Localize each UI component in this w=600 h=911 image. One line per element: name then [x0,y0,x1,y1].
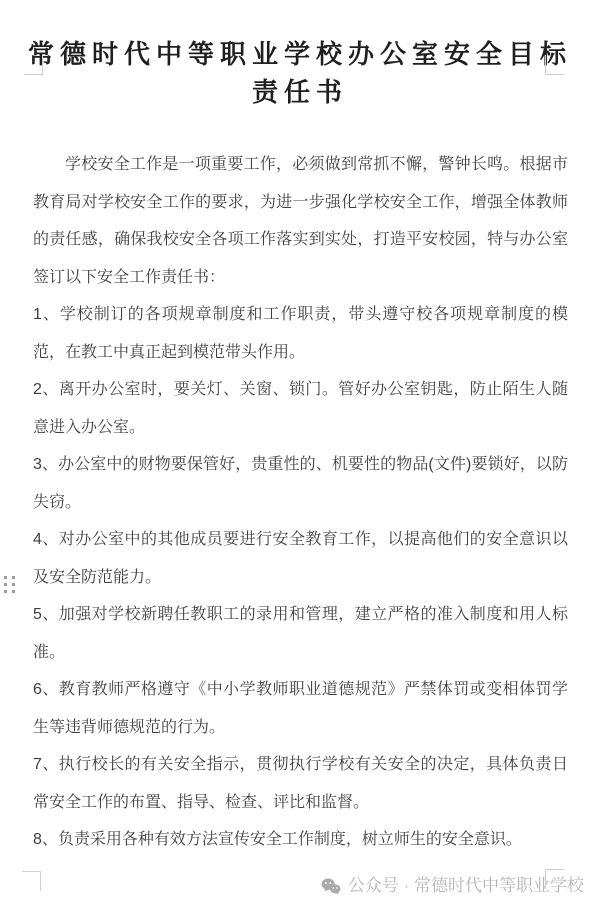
document-title-line2: 责任书 [251,78,348,107]
document-body [33,146,568,859]
item-paragraph-2: 2、离开办公室时，要关灯、关窗、锁门。管好办公室钥匙，防止陌生人随意进入办公室。 [33,381,568,436]
margin-corner-mark-bottom-left-icon [22,871,41,891]
item-paragraph-6: 6、教育教师严格遵守《中小学教师职业道德规范》严禁体罚或变相体罚学生等违背师德规范的行为。 [33,681,568,736]
item-paragraph-4: 4、对办公室中的其他成员要进行安全教育工作，以提高他们的安全意识以及安全防范能力。 [33,531,568,586]
intro-paragraph: 学校安全工作是一项重要工作，必须做到常抓不懈，警钟长鸣。根据市教育局对学校安全工作的要求，为进一步强化学校安全工作，增强全体教师的责任感，确保我校安全各项工作落实到实处，打造平安校园，特与办公室签订以下安全工作责任书： [33,156,568,286]
document-title-line1: 常德时代中等职业学校办公室安全目标 [27,40,572,69]
watermark [321,874,584,898]
watermark-text: 公众号 · 常德时代中等职业学校 [347,876,584,895]
item-paragraph-5: 5、加强对学校新聘任教职工的录用和管理，建立严格的准入制度和用人标准。 [33,606,568,661]
document-title [20,36,580,112]
item-paragraph-7: 7、执行校长的有关安全指示，贯彻执行学校有关安全的决定，具体负责日常安全工作的布置、指导、检查、评比和监督。 [33,756,568,811]
document-page [0,36,600,911]
wechat-icon [321,878,341,895]
item-paragraph-8: 8、负责采用各种有效方法宣传安全工作制度，树立师生的安全意识。 [33,831,522,848]
dots-grip-icon [4,576,15,593]
item-paragraph-3: 3、办公室中的财物要保管好，贵重性的、机要性的物品(文件)要锁好，以防失窃。 [33,456,568,511]
item-paragraph-1: 1、学校制订的各项规章制度和工作职责，带头遵守校各项规章制度的模范，在教工中真正起到模范带头作用。 [33,306,568,361]
